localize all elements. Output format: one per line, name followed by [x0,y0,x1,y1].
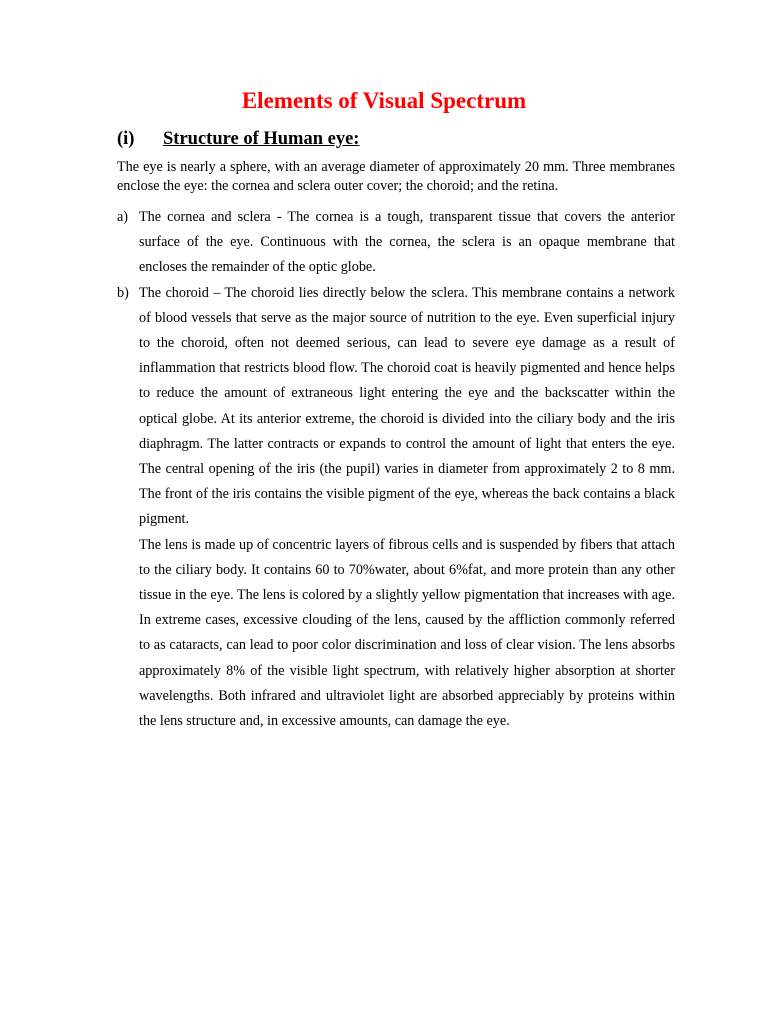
document-title: Elements of Visual Spectrum [241,88,527,113]
section-title: Structure of Human eye: [163,129,360,149]
list-paragraph-lens: The lens is made up of concentric layers of fibrous cells and is suspended by fibers that attach to the ciliary body. It contains 60 to 70%water, about 6%fat, and more protein than any other tissue in the eye. The lens is colored by a slightly yellow pigmentation that increases with age. In extreme cases, excessive clouding of the lens, caused by the affliction commonly referred to as cataracts, can lead to poor color discrimination and loss of clear vision. The lens absorbs approximately 8% of the visible light spectrum, with relatively higher absorption at shorter wavelengths. Both infrared and ultraviolet light are absorbed appreciably by proteins within the lens structure and, in excessive amounts, can damage the eye. [139,536,675,730]
section-heading [117,127,359,151]
list-marker: a) [117,209,129,225]
list-marker: b) [117,284,129,301]
list-item-cornea-sclera [117,205,675,281]
list-paragraph: The choroid – The choroid lies directly below the sclera. This membrane contains a network of blood vessels that serve as the major source of nutrition to the eye. Even superficial injury to the choroid, often not deemed serious, can lead to severe eye damage as a result of inflammation that restricts blood flow. The choroid coat is heavily pigmented and hence helps to reduce the amount of extraneous light entering the eye and the backscatter within the optical globe. At its anterior extreme, the choroid is divided into the ciliary body and the iris diaphragm. The latter contracts or expands to control the amount of light that enters the eye. The central opening of the iris (the pupil) varies in diameter from approximately 2 to 8 mm. The front of the iris contains the visible pigment of the eye, whereas the back contains a black pigment. [139,284,675,528]
intro-paragraph: The eye is nearly a sphere, with an average diameter of approximately 20 mm. Three membranes enclose the eye: the cornea and sclera outer cover; the choroid; and the retina. [117,159,675,194]
list-item-choroid [117,281,675,735]
list-paragraph: The cornea and sclera - The cornea is a tough, transparent tissue that covers the anterior surface of the eye. Continuous with the cornea, the sclera is an opaque membrane that encloses the remainder of the optic globe. [139,209,675,276]
membrane-list [117,205,675,734]
section-number: (i) [117,129,135,149]
